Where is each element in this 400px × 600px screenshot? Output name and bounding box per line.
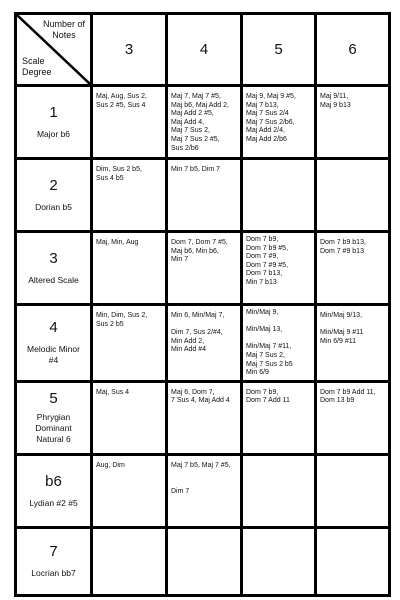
table-row — [16, 381, 390, 454]
mode-name: Altered Scale — [28, 275, 79, 285]
table-row — [16, 305, 390, 382]
chord-list: Min/Maj 9/13, Min/Maj 9 #11 Min 6/9 #11 — [320, 312, 364, 345]
chord-cell — [316, 86, 390, 159]
degree-number: 1 — [49, 104, 58, 121]
degree-number: 2 — [49, 177, 58, 194]
degree-number: 5 — [49, 390, 58, 408]
chord-list: Dim, Sus 2 b5, Sus 4 b5 — [96, 166, 142, 182]
chord-list: Maj, Aug, Sus 2, Sus 2 #5, Sus 4 — [96, 93, 147, 109]
chord-cell — [92, 86, 167, 159]
chord-list — [93, 529, 165, 537]
chord-cell — [242, 381, 316, 454]
chord-cell — [92, 381, 167, 454]
scale-degree-cell — [16, 381, 92, 454]
chord-list: Dom 7 b9, Dom 7 Add 11 — [246, 388, 290, 405]
table-row — [16, 232, 390, 305]
chord-list: Dom 7 b9 b13, Dom 7 #9 b13 — [320, 239, 366, 255]
column-header-4: 4 — [167, 14, 242, 86]
table-row — [16, 454, 390, 527]
chord-list: Maj 9/11, Maj 9 b13 — [320, 93, 351, 109]
scale-degree-cell — [16, 527, 92, 595]
chord-scale-table — [14, 12, 391, 597]
chord-cell — [92, 454, 167, 527]
chord-list: Maj 7 b5, Maj 7 #5, Dim 7 — [171, 461, 231, 495]
chord-list: Dom 7, Dom 7 #5, Maj b6, Min b6, Min 7 — [171, 239, 228, 264]
chord-list — [317, 160, 388, 168]
chord-cell — [242, 305, 316, 382]
degree-number: 4 — [49, 319, 58, 337]
chord-list: Min/Maj 9, Min/Maj 13, Min/Maj 7 #11, Maj 7 Sus 2, Maj 7 Sus 2 b5 Min 6/9 — [246, 309, 293, 377]
chord-list: Min 6, Min/Maj 7, Dim 7, Sus 2/#4, Min Add 2, Min Add #4 — [171, 312, 225, 354]
chord-cell — [316, 159, 390, 232]
chord-cell — [167, 86, 242, 159]
chord-cell — [167, 454, 242, 527]
chord-cell — [242, 454, 316, 527]
chord-list: Dom 7 b9, Dom 7 b9 #5, Dom 7 #9, Dom 7 #9 #5, Dom 7 b13, Min 7 b13 — [246, 236, 289, 286]
chord-list — [317, 456, 388, 464]
mode-name: Phrygian Dominant Natural 6 — [35, 412, 72, 445]
chord-cell — [167, 527, 242, 595]
corner-header-cell — [16, 14, 92, 86]
chord-list: Maj, Sus 4 — [96, 388, 130, 396]
chord-cell — [92, 527, 167, 595]
column-header-5: 5 — [242, 14, 316, 86]
chord-list: Maj 6, Dom 7, 7 Sus 4, Maj Add 4 — [171, 388, 230, 405]
mode-name: Major b6 — [36, 129, 71, 139]
scale-degree-cell — [16, 232, 92, 305]
chord-list — [243, 529, 314, 537]
chord-cell — [242, 527, 316, 595]
mode-name: Lydian #2 #5 — [29, 497, 78, 508]
chord-cell — [316, 305, 390, 382]
mode-name: Locrian bb7 — [31, 568, 76, 579]
chord-cell — [242, 159, 316, 232]
chord-cell — [92, 305, 167, 382]
table-row — [16, 527, 390, 595]
number-of-notes-label: Number of Notes — [42, 19, 85, 40]
mode-name: Dorian b5 — [35, 202, 72, 212]
chord-cell — [316, 232, 390, 305]
chord-list: Min, Dim, Sus 2, Sus 2 b5 — [96, 312, 148, 328]
chord-cell — [316, 454, 390, 527]
chord-cell — [167, 381, 242, 454]
mode-name: Melodic Minor #4 — [27, 344, 80, 366]
chord-cell — [167, 232, 242, 305]
chord-cell — [242, 86, 316, 159]
chord-cell — [316, 527, 390, 595]
column-header-3: 3 — [92, 14, 167, 86]
scale-degree-label: Scale Degree — [22, 56, 52, 77]
chord-cell — [92, 232, 167, 305]
chord-cell — [316, 381, 390, 454]
column-header-6: 6 — [316, 14, 390, 86]
header-row — [16, 14, 390, 86]
chord-list — [243, 456, 314, 464]
chord-list: Aug, Dim — [96, 461, 125, 469]
chord-cell — [92, 159, 167, 232]
degree-number: 7 — [49, 543, 58, 561]
chord-list — [168, 529, 240, 537]
chord-list — [317, 529, 388, 537]
chord-cell — [167, 305, 242, 382]
table-row — [16, 159, 390, 232]
chord-cell — [167, 159, 242, 232]
scale-degree-cell — [16, 86, 92, 159]
chord-list — [243, 160, 314, 168]
chord-list: Min 7 b5, Dim 7 — [171, 166, 221, 173]
scale-degree-cell — [16, 159, 92, 232]
scale-degree-cell — [16, 454, 92, 527]
scale-degree-cell — [16, 305, 92, 382]
chord-list: Maj 9, Maj 9 #5, Maj 7 b13, Maj 7 Sus 2/4 Maj 7 Sus 2/b6, Maj Add 2/4, Maj Add 2/b6 — [246, 93, 296, 143]
chord-list: Maj, Min, Aug — [96, 239, 139, 246]
table-row — [16, 86, 390, 159]
chord-list: Dom 7 b9 Add 11, Dom 13 b9 — [320, 388, 376, 405]
degree-number: b6 — [45, 472, 62, 490]
degree-number: 3 — [49, 250, 58, 267]
chord-cell — [242, 232, 316, 305]
chord-list: Maj 7, Maj 7 #5, Maj b6, Maj Add 2, Maj Add 2 #5, Maj Add 4, Maj 7 Sus 2, Maj 7 Sus 2 #5, Sus 2/b6 — [171, 93, 229, 152]
